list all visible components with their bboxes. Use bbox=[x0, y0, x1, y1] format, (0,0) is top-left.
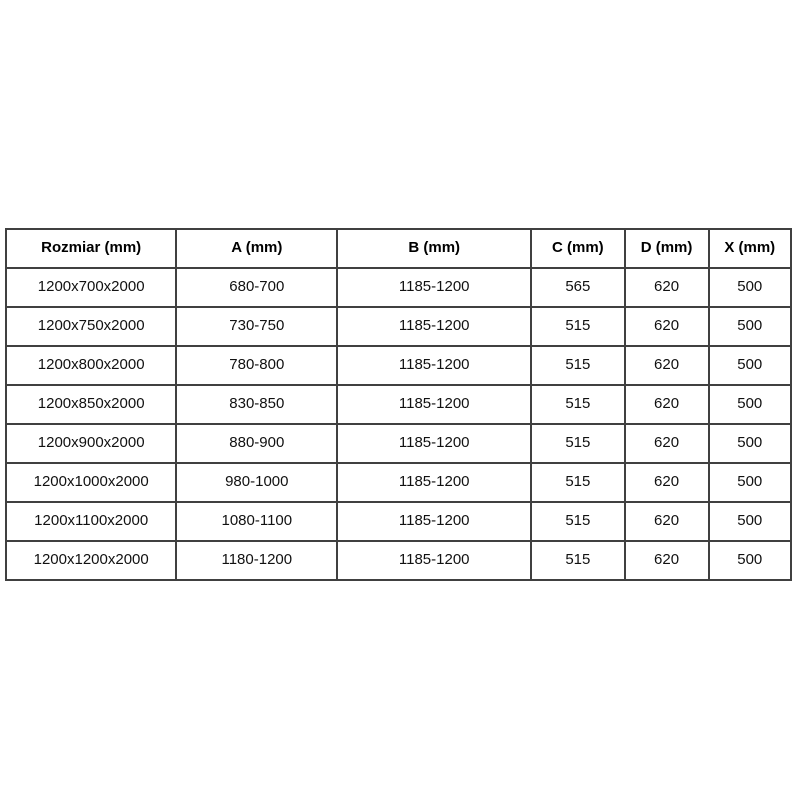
cell-a: 780-800 bbox=[176, 346, 337, 385]
cell-b: 1185-1200 bbox=[337, 307, 531, 346]
cell-d: 620 bbox=[625, 346, 709, 385]
cell-b: 1185-1200 bbox=[337, 385, 531, 424]
column-header-d: D (mm) bbox=[625, 229, 709, 268]
table-row bbox=[6, 307, 791, 346]
cell-b: 1185-1200 bbox=[337, 268, 531, 307]
cell-rozmiar: 1200x850x2000 bbox=[6, 385, 176, 424]
cell-c: 515 bbox=[531, 463, 624, 502]
cell-x: 500 bbox=[709, 346, 791, 385]
cell-c: 515 bbox=[531, 307, 624, 346]
cell-rozmiar: 1200x1200x2000 bbox=[6, 541, 176, 580]
cell-x: 500 bbox=[709, 463, 791, 502]
cell-d: 620 bbox=[625, 424, 709, 463]
table-row bbox=[6, 268, 791, 307]
cell-c: 515 bbox=[531, 541, 624, 580]
table-row bbox=[6, 424, 791, 463]
cell-c: 515 bbox=[531, 385, 624, 424]
column-header-x: X (mm) bbox=[709, 229, 791, 268]
column-header-b: B (mm) bbox=[337, 229, 531, 268]
cell-d: 620 bbox=[625, 268, 709, 307]
cell-rozmiar: 1200x900x2000 bbox=[6, 424, 176, 463]
table-row bbox=[6, 502, 791, 541]
cell-d: 620 bbox=[625, 502, 709, 541]
cell-b: 1185-1200 bbox=[337, 424, 531, 463]
cell-x: 500 bbox=[709, 541, 791, 580]
cell-d: 620 bbox=[625, 385, 709, 424]
cell-x: 500 bbox=[709, 268, 791, 307]
column-header-c: C (mm) bbox=[531, 229, 624, 268]
dimensions-table bbox=[5, 228, 792, 581]
table-row bbox=[6, 346, 791, 385]
cell-c: 515 bbox=[531, 424, 624, 463]
cell-x: 500 bbox=[709, 307, 791, 346]
cell-c: 565 bbox=[531, 268, 624, 307]
cell-b: 1185-1200 bbox=[337, 541, 531, 580]
column-header-a: A (mm) bbox=[176, 229, 337, 268]
cell-b: 1185-1200 bbox=[337, 463, 531, 502]
cell-x: 500 bbox=[709, 385, 791, 424]
cell-a: 680-700 bbox=[176, 268, 337, 307]
cell-a: 880-900 bbox=[176, 424, 337, 463]
cell-a: 1180-1200 bbox=[176, 541, 337, 580]
cell-b: 1185-1200 bbox=[337, 502, 531, 541]
table-row bbox=[6, 541, 791, 580]
cell-d: 620 bbox=[625, 307, 709, 346]
cell-x: 500 bbox=[709, 502, 791, 541]
cell-a: 980-1000 bbox=[176, 463, 337, 502]
table-header-row bbox=[6, 229, 791, 268]
table-row bbox=[6, 463, 791, 502]
cell-c: 515 bbox=[531, 502, 624, 541]
cell-rozmiar: 1200x700x2000 bbox=[6, 268, 176, 307]
cell-rozmiar: 1200x1000x2000 bbox=[6, 463, 176, 502]
cell-rozmiar: 1200x750x2000 bbox=[6, 307, 176, 346]
cell-a: 730-750 bbox=[176, 307, 337, 346]
cell-rozmiar: 1200x800x2000 bbox=[6, 346, 176, 385]
cell-a: 830-850 bbox=[176, 385, 337, 424]
cell-d: 620 bbox=[625, 541, 709, 580]
column-header-rozmiar: Rozmiar (mm) bbox=[6, 229, 176, 268]
cell-x: 500 bbox=[709, 424, 791, 463]
cell-d: 620 bbox=[625, 463, 709, 502]
cell-c: 515 bbox=[531, 346, 624, 385]
table-row bbox=[6, 385, 791, 424]
cell-b: 1185-1200 bbox=[337, 346, 531, 385]
cell-rozmiar: 1200x1100x2000 bbox=[6, 502, 176, 541]
cell-a: 1080-1100 bbox=[176, 502, 337, 541]
